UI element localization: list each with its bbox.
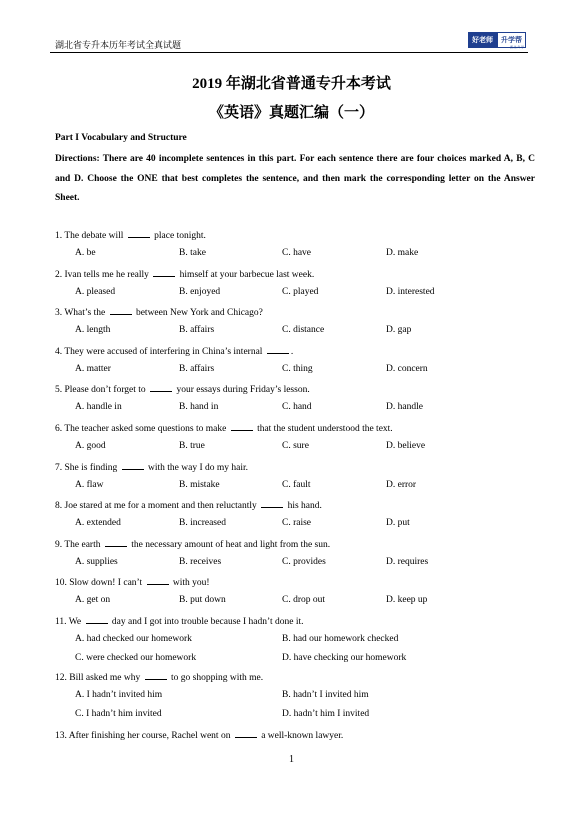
answer-blank	[147, 576, 169, 585]
option-c: C. provides	[282, 557, 326, 567]
option-b: B. true	[179, 441, 205, 451]
page-number: 1	[289, 754, 294, 765]
option-a: A. good	[75, 441, 106, 451]
option-b: B. put down	[179, 595, 226, 605]
option-d: D. have checking our homework	[282, 653, 407, 663]
question-text: 9. The earth	[55, 540, 103, 550]
option-c: C. played	[282, 287, 319, 297]
question-7	[55, 461, 248, 473]
option-d: D. hadn’t him I invited	[282, 709, 370, 719]
answer-blank	[267, 345, 289, 354]
option-d: D. handle	[386, 402, 423, 412]
question-text: 3. What’s the	[55, 308, 108, 318]
option-c: C. have	[282, 248, 312, 258]
question-text: 13. After finishing her course, Rachel went on	[55, 731, 233, 741]
question-text: 6. The teacher asked some questions to make	[55, 424, 229, 434]
option-b: B. receives	[179, 557, 222, 567]
option-d: D. requires	[386, 557, 429, 567]
answer-blank	[235, 729, 257, 738]
question-10	[55, 576, 210, 588]
answer-blank	[122, 461, 144, 470]
option-c: C. hand	[282, 402, 312, 412]
option-a: A. get on	[75, 595, 111, 605]
option-d: D. gap	[386, 325, 412, 335]
question-text: your essays during Friday’s lesson.	[174, 385, 310, 395]
option-c: C. I hadn’t him invited	[75, 709, 162, 719]
option-c: C. distance	[282, 325, 325, 335]
question-text: 11. We	[55, 617, 84, 627]
answer-blank	[261, 499, 283, 508]
exam-title: 2019 年湖北省普通专升本考试	[192, 76, 391, 92]
page-header	[50, 30, 528, 53]
question-text: his hand.	[285, 501, 322, 511]
option-d: D. interested	[386, 287, 435, 297]
logo-part-a: 好老师	[468, 32, 497, 48]
question-5	[55, 383, 310, 395]
option-b: B. affairs	[179, 325, 215, 335]
option-a: A. handle in	[75, 402, 122, 412]
question-text: a well-known lawyer.	[258, 731, 344, 741]
part-heading: Part I Vocabulary and Structure	[55, 133, 187, 143]
option-a: A. supplies	[75, 557, 118, 567]
question-text: to go shopping with me.	[168, 673, 264, 683]
answer-blank	[128, 229, 150, 238]
option-b: B. hadn’t I invited him	[282, 690, 369, 700]
answer-blank	[150, 383, 172, 392]
question-text: 12. Bill asked me why	[55, 673, 143, 683]
logo-part-b: 升学帮	[497, 32, 526, 48]
question-text: between New York and Chicago?	[133, 308, 263, 318]
question-13	[55, 729, 343, 741]
option-b: B. affairs	[179, 364, 215, 374]
answer-blank	[105, 538, 127, 547]
option-a: A. extended	[75, 518, 121, 528]
question-text: 8. Joe stared at me for a moment and then reluctantly	[55, 501, 260, 511]
question-text: himself at your barbecue last week.	[177, 270, 315, 280]
question-text: 1. The debate will	[55, 231, 126, 241]
answer-blank	[145, 671, 167, 680]
logo-subtext: 湖 北 升 学	[509, 45, 524, 49]
directions-text: Directions: There are 40 incomplete sentences in this part. For each sentence there are four choices marked A, B, C and D. Choose the ONE that best completes the sentence, and then mark the corresponding letter on the Answer Sheet.	[55, 154, 535, 203]
option-c: C. thing	[282, 364, 313, 374]
header-text: 湖北省专升本历年考试全真试题	[55, 41, 182, 51]
question-text: day and I got into trouble because I hadn’t done it.	[109, 617, 304, 627]
option-b: B. mistake	[179, 480, 220, 490]
option-c: C. raise	[282, 518, 312, 528]
question-text: that the student understood the text.	[254, 424, 393, 434]
option-a: A. pleased	[75, 287, 116, 297]
option-a: A. length	[75, 325, 111, 335]
question-text: 4. They were accused of interfering in China’s internal	[55, 347, 265, 357]
option-d: D. keep up	[386, 595, 428, 605]
question-2	[55, 268, 314, 280]
question-text: 10. Slow down! I can’t	[55, 578, 145, 588]
question-3	[55, 306, 263, 318]
question-text: place tonight.	[151, 231, 206, 241]
option-c: C. fault	[282, 480, 311, 490]
answer-blank	[231, 422, 253, 431]
question-6	[55, 422, 393, 434]
option-c: C. sure	[282, 441, 309, 451]
question-text: .	[290, 347, 294, 357]
answer-blank	[86, 615, 108, 624]
question-12	[55, 671, 263, 683]
option-a: A. flaw	[75, 480, 104, 490]
answer-blank	[153, 268, 175, 277]
option-d: D. believe	[386, 441, 426, 451]
option-d: D. put	[386, 518, 410, 528]
option-b: B. hand in	[179, 402, 219, 412]
question-4	[55, 345, 293, 357]
answer-blank	[110, 306, 132, 315]
question-8	[55, 499, 322, 511]
option-b: B. had our homework checked	[282, 634, 399, 644]
option-b: B. enjoyed	[179, 287, 221, 297]
question-text: the necessary amount of heat and light from the sun.	[128, 540, 331, 550]
option-c: C. were checked our homework	[75, 653, 197, 663]
question-text: 2. Ivan tells me he really	[55, 270, 152, 280]
question-1	[55, 229, 206, 241]
question-11	[55, 615, 304, 627]
question-text: 5. Please don’t forget to	[55, 385, 149, 395]
option-a: A. I hadn’t invited him	[75, 690, 163, 700]
option-b: B. increased	[179, 518, 226, 528]
option-a: A. had checked our homework	[75, 634, 192, 644]
question-9	[55, 538, 330, 550]
question-text: 7. She is finding	[55, 463, 120, 473]
option-d: D. concern	[386, 364, 428, 374]
option-a: A. be	[75, 248, 96, 258]
option-b: B. take	[179, 248, 206, 258]
exam-subtitle: 《英语》真题汇编（一）	[208, 105, 374, 121]
option-a: A. matter	[75, 364, 111, 374]
question-text: with you!	[170, 578, 210, 588]
option-d: D. make	[386, 248, 419, 258]
option-d: D. error	[386, 480, 417, 490]
question-text: with the way I do my hair.	[145, 463, 249, 473]
option-c: C. drop out	[282, 595, 326, 605]
